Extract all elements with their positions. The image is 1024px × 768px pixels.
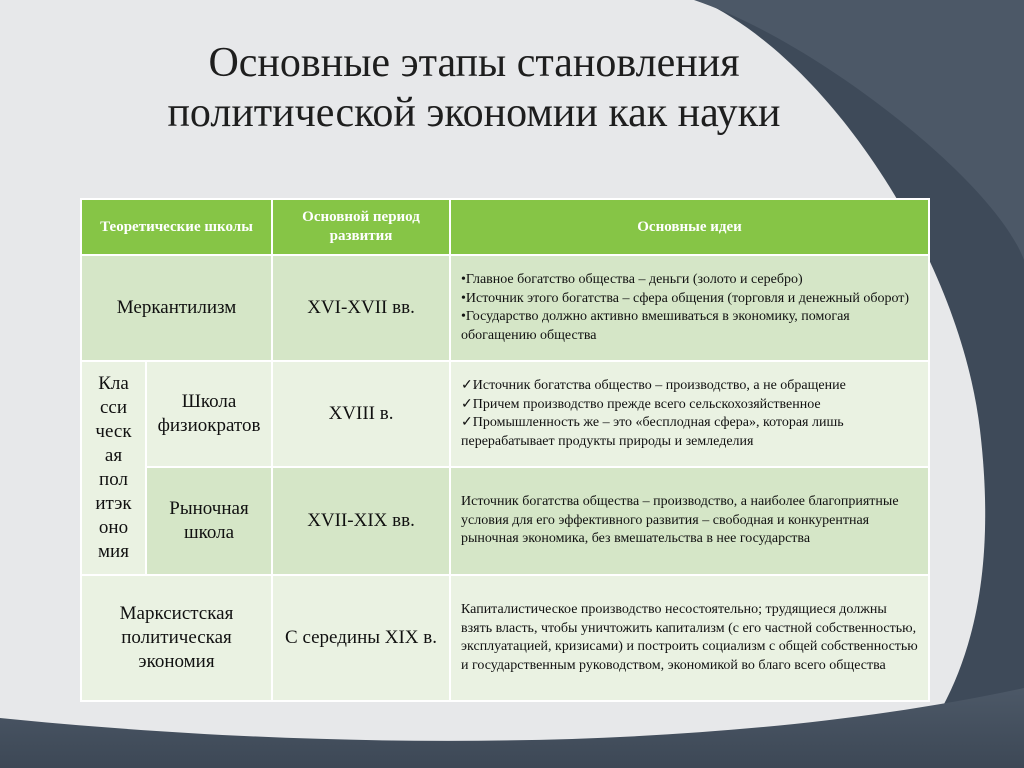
ideas-cell — [450, 575, 929, 701]
idea-text: Капиталистическое производство несостоятельно; трудящиеся должны взять власть, чтобы уничтожить капитализм (с его частной собственностью, эксплуатацией, кризисами) и построить социализм с общей собственностью и государственным руководством, экономикой во благо всего общества — [461, 602, 918, 673]
school-cell: Рыночная школа — [146, 467, 272, 575]
table-header-row — [81, 199, 929, 255]
period-cell: XVI-XVII вв. — [272, 255, 450, 361]
stages-table — [80, 198, 930, 702]
period-cell: XVIII в. — [272, 361, 450, 467]
header-ideas: Основные идеи — [450, 199, 929, 255]
school-cell: Школа физиократов — [146, 361, 272, 467]
idea-item: ✓Причем производство прежде всего сельскохозяйственное — [461, 396, 821, 412]
table-row — [81, 467, 929, 575]
ideas-cell — [450, 361, 929, 467]
idea-item: ✓Промышленность же – это «бесплодная сфера», которая лишь перерабатывает продукты природы и земледелия — [461, 415, 844, 449]
header-schools: Теоретические школы — [81, 199, 272, 255]
ideas-cell — [450, 467, 929, 575]
idea-item: •Источник этого богатства – сфера общения (торговля и денежный оборот) — [461, 290, 910, 306]
idea-text: Источник богатства общества – производство, а наиболее благоприятные условия для его эффективного развития – свободная и конкурентная рыночная экономика, без вмешательства в нее государства — [461, 494, 899, 547]
school-cell: Меркантилизм — [81, 255, 272, 361]
table-row — [81, 255, 929, 361]
school-cell: Марксистская политическая экономия — [81, 575, 272, 701]
idea-item: •Главное богатство общества – деньги (золото и серебро) — [461, 272, 803, 287]
idea-item: •Государство должно активно вмешиваться в экономику, помогая обогащению общества — [461, 309, 850, 343]
header-period: Основной период развития — [272, 199, 450, 255]
table-row — [81, 361, 929, 467]
title-line-2: политической экономии как науки — [167, 90, 781, 136]
ideas-cell — [450, 255, 929, 361]
period-cell: С середины XIX в. — [272, 575, 450, 701]
classical-school-group: Кла сси ческ ая пол итэк оно мия — [81, 361, 146, 575]
idea-item: ✓Источник богатства общество – производство, а не обращение — [461, 378, 846, 393]
table-row — [81, 575, 929, 701]
title-line-1: Основные этапы становления — [208, 40, 740, 86]
period-cell: XVII-XIX вв. — [272, 467, 450, 575]
page-title — [0, 38, 948, 138]
